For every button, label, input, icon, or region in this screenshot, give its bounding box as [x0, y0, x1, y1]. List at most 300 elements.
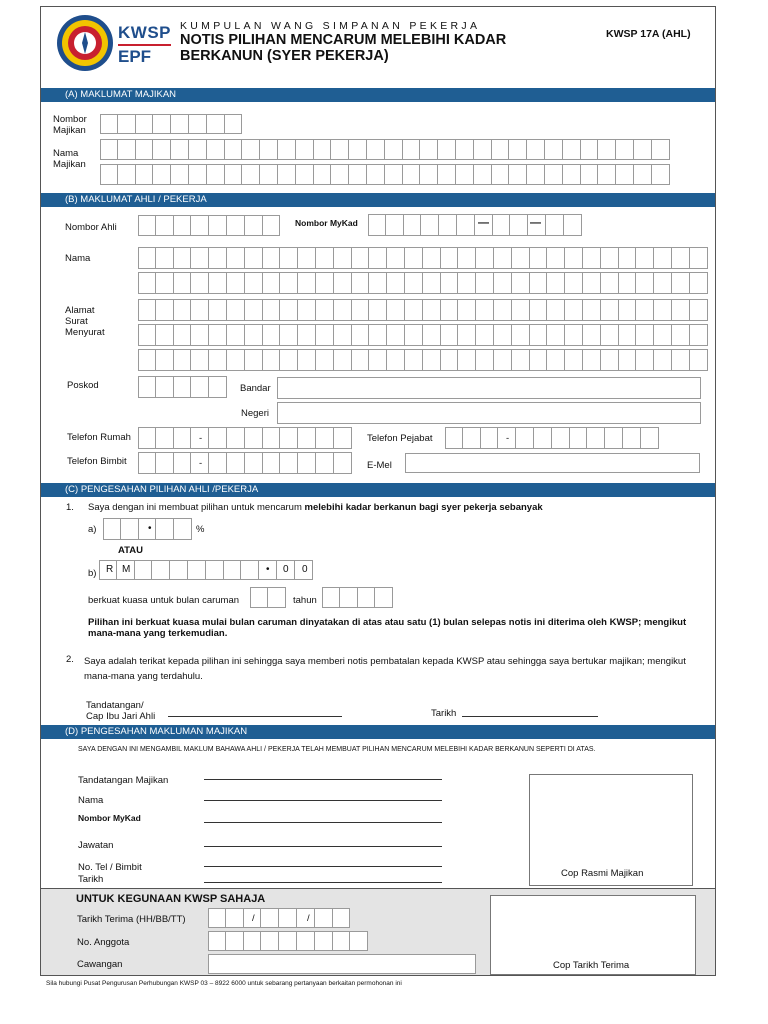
employer-name-line[interactable]	[204, 800, 442, 801]
char-box[interactable]	[280, 272, 298, 294]
char-box[interactable]	[367, 139, 385, 160]
char-box[interactable]	[209, 452, 227, 474]
char-box[interactable]	[208, 908, 226, 928]
char-box[interactable]	[598, 164, 616, 185]
char-box[interactable]	[512, 324, 530, 346]
char-box[interactable]	[457, 214, 475, 236]
char-box[interactable]	[565, 349, 583, 371]
char-box[interactable]	[352, 272, 370, 294]
char-box[interactable]	[350, 931, 368, 951]
char-box[interactable]	[369, 324, 387, 346]
char-box[interactable]	[619, 324, 637, 346]
char-box[interactable]	[153, 114, 171, 134]
char-box[interactable]	[545, 164, 563, 185]
char-box[interactable]	[316, 272, 334, 294]
char-box[interactable]	[100, 114, 118, 134]
char-box[interactable]	[138, 452, 156, 474]
char-box[interactable]	[636, 299, 654, 321]
char-box[interactable]	[206, 560, 224, 580]
char-box[interactable]	[493, 214, 511, 236]
char-box[interactable]	[463, 427, 481, 449]
char-box[interactable]	[564, 214, 582, 236]
char-box[interactable]	[512, 247, 530, 269]
char-box[interactable]	[333, 931, 351, 951]
char-box[interactable]	[441, 247, 459, 269]
char-box[interactable]	[245, 247, 263, 269]
char-box[interactable]	[438, 164, 456, 185]
char-box[interactable]	[225, 139, 243, 160]
char-box[interactable]	[156, 324, 174, 346]
char-box[interactable]	[207, 114, 225, 134]
char-box[interactable]	[601, 324, 619, 346]
char-box[interactable]	[227, 427, 245, 449]
employer-date-line[interactable]	[204, 882, 442, 883]
char-box[interactable]	[171, 139, 189, 160]
char-box[interactable]	[570, 427, 588, 449]
char-box[interactable]	[690, 324, 708, 346]
char-box[interactable]	[188, 560, 206, 580]
char-box[interactable]	[587, 427, 605, 449]
char-box[interactable]	[547, 324, 565, 346]
char-box[interactable]	[672, 272, 690, 294]
char-box[interactable]	[191, 247, 209, 269]
char-box[interactable]	[278, 164, 296, 185]
char-box[interactable]	[225, 114, 243, 134]
char-box[interactable]	[100, 139, 118, 160]
effective-month-input[interactable]	[250, 587, 286, 608]
char-box[interactable]	[100, 164, 118, 185]
char-box[interactable]	[605, 427, 623, 449]
char-box[interactable]	[226, 931, 244, 951]
char-box[interactable]	[458, 324, 476, 346]
char-box[interactable]	[481, 427, 499, 449]
char-box[interactable]	[174, 376, 192, 398]
char-box[interactable]	[439, 214, 457, 236]
char-box[interactable]	[530, 324, 548, 346]
char-box[interactable]	[512, 349, 530, 371]
char-box[interactable]	[171, 114, 189, 134]
char-box[interactable]	[619, 272, 637, 294]
char-box[interactable]	[641, 427, 659, 449]
char-box[interactable]	[494, 299, 512, 321]
char-box[interactable]	[387, 247, 405, 269]
char-box[interactable]	[441, 272, 459, 294]
char-box[interactable]	[316, 299, 334, 321]
char-box[interactable]	[263, 272, 281, 294]
char-box[interactable]	[245, 272, 263, 294]
char-box[interactable]	[636, 324, 654, 346]
char-box[interactable]	[331, 164, 349, 185]
char-box[interactable]	[636, 349, 654, 371]
char-box[interactable]	[263, 349, 281, 371]
char-box[interactable]	[672, 247, 690, 269]
char-box[interactable]	[654, 299, 672, 321]
char-box[interactable]	[375, 587, 393, 608]
char-box[interactable]	[118, 139, 136, 160]
char-box[interactable]	[314, 164, 332, 185]
char-box[interactable]	[494, 247, 512, 269]
char-box[interactable]	[316, 324, 334, 346]
char-box[interactable]	[547, 247, 565, 269]
char-box[interactable]	[458, 299, 476, 321]
char-box[interactable]	[530, 247, 548, 269]
char-box[interactable]	[227, 324, 245, 346]
char-box[interactable]	[260, 139, 278, 160]
char-box[interactable]	[441, 349, 459, 371]
employer-position-line[interactable]	[204, 846, 442, 847]
char-box[interactable]	[458, 272, 476, 294]
char-box[interactable]	[387, 349, 405, 371]
branch-input[interactable]	[208, 954, 476, 974]
char-box[interactable]	[138, 349, 156, 371]
char-box[interactable]	[421, 214, 439, 236]
char-box[interactable]	[385, 139, 403, 160]
char-box[interactable]	[174, 427, 192, 449]
employer-phone-line[interactable]	[204, 866, 442, 867]
char-box[interactable]	[369, 247, 387, 269]
char-box[interactable]	[298, 247, 316, 269]
char-box[interactable]	[672, 324, 690, 346]
char-box[interactable]	[316, 452, 334, 474]
char-box[interactable]	[136, 139, 154, 160]
char-box[interactable]	[530, 349, 548, 371]
char-box[interactable]	[547, 349, 565, 371]
char-box[interactable]	[280, 452, 298, 474]
char-box[interactable]	[316, 427, 334, 449]
char-box[interactable]	[601, 299, 619, 321]
char-box[interactable]	[565, 299, 583, 321]
address-input-row1[interactable]	[138, 299, 708, 321]
char-box[interactable]	[476, 324, 494, 346]
char-box[interactable]	[138, 324, 156, 346]
char-box[interactable]	[530, 299, 548, 321]
char-box[interactable]	[227, 349, 245, 371]
home-phone-input[interactable]	[138, 427, 352, 449]
char-box[interactable]	[263, 299, 281, 321]
member-no-input[interactable]	[138, 215, 280, 236]
char-box[interactable]	[298, 349, 316, 371]
char-box[interactable]	[358, 587, 376, 608]
char-box[interactable]	[136, 114, 154, 134]
char-box[interactable]	[279, 908, 297, 928]
char-box[interactable]	[534, 427, 552, 449]
char-box[interactable]	[298, 324, 316, 346]
char-box[interactable]	[423, 349, 441, 371]
char-box[interactable]	[441, 324, 459, 346]
char-box[interactable]	[242, 164, 260, 185]
char-box[interactable]	[315, 931, 333, 951]
char-box[interactable]	[405, 247, 423, 269]
char-box[interactable]	[405, 272, 423, 294]
received-date-input[interactable]	[208, 908, 350, 928]
char-box[interactable]	[209, 272, 227, 294]
address-input-row3[interactable]	[138, 349, 708, 371]
char-box[interactable]	[138, 247, 156, 269]
char-box[interactable]	[581, 164, 599, 185]
char-box[interactable]	[601, 349, 619, 371]
char-box[interactable]	[174, 349, 192, 371]
char-box[interactable]	[189, 139, 207, 160]
char-box[interactable]	[654, 349, 672, 371]
char-box[interactable]	[138, 272, 156, 294]
char-box[interactable]	[476, 272, 494, 294]
char-box[interactable]	[227, 452, 245, 474]
char-box[interactable]	[598, 139, 616, 160]
char-box[interactable]	[546, 214, 564, 236]
name-input-row1[interactable]	[138, 247, 708, 269]
char-box[interactable]	[334, 324, 352, 346]
member-signature-line[interactable]	[168, 716, 342, 717]
char-box[interactable]	[623, 427, 641, 449]
char-box[interactable]	[387, 272, 405, 294]
char-box[interactable]	[152, 560, 170, 580]
char-box[interactable]	[135, 560, 153, 580]
char-box[interactable]	[423, 299, 441, 321]
char-box[interactable]	[369, 299, 387, 321]
char-box[interactable]	[404, 214, 422, 236]
char-box[interactable]	[298, 272, 316, 294]
char-box[interactable]	[138, 376, 156, 398]
char-box[interactable]	[636, 247, 654, 269]
char-box[interactable]	[224, 560, 242, 580]
char-box[interactable]	[315, 908, 333, 928]
employer-name-input-row2[interactable]	[100, 164, 670, 185]
char-box[interactable]	[156, 272, 174, 294]
char-box[interactable]	[512, 272, 530, 294]
char-box[interactable]	[278, 139, 296, 160]
char-box[interactable]	[423, 247, 441, 269]
char-box[interactable]	[156, 518, 174, 540]
char-box[interactable]	[316, 349, 334, 371]
char-box[interactable]	[474, 164, 492, 185]
char-box[interactable]	[476, 349, 494, 371]
char-box[interactable]	[153, 139, 171, 160]
char-box[interactable]	[245, 324, 263, 346]
char-box[interactable]	[241, 560, 259, 580]
char-box[interactable]	[476, 247, 494, 269]
char-box[interactable]	[250, 587, 268, 608]
char-box[interactable]	[138, 215, 156, 236]
char-box[interactable]	[191, 324, 209, 346]
char-box[interactable]	[174, 299, 192, 321]
char-box[interactable]	[209, 376, 227, 398]
char-box[interactable]	[171, 164, 189, 185]
char-box[interactable]	[227, 299, 245, 321]
char-box[interactable]	[280, 299, 298, 321]
char-box[interactable]	[565, 324, 583, 346]
char-box[interactable]	[654, 324, 672, 346]
char-box[interactable]	[601, 272, 619, 294]
char-box[interactable]	[207, 139, 225, 160]
char-box[interactable]	[458, 247, 476, 269]
char-box[interactable]	[405, 349, 423, 371]
char-box[interactable]	[279, 931, 297, 951]
employer-mykad-line[interactable]	[204, 822, 442, 823]
char-box[interactable]	[563, 139, 581, 160]
char-box[interactable]	[296, 164, 314, 185]
char-box[interactable]	[189, 114, 207, 134]
char-box[interactable]	[438, 139, 456, 160]
char-box[interactable]	[280, 324, 298, 346]
char-box[interactable]	[118, 164, 136, 185]
char-box[interactable]	[583, 299, 601, 321]
char-box[interactable]	[367, 164, 385, 185]
char-box[interactable]	[352, 324, 370, 346]
employer-signature-line[interactable]	[204, 779, 442, 780]
char-box[interactable]	[189, 164, 207, 185]
char-box[interactable]	[136, 164, 154, 185]
char-box[interactable]	[492, 139, 510, 160]
char-box[interactable]	[209, 247, 227, 269]
employer-name-input-row1[interactable]	[100, 139, 670, 160]
char-box[interactable]	[263, 324, 281, 346]
year-input[interactable]	[322, 587, 393, 608]
char-box[interactable]	[174, 452, 192, 474]
char-box[interactable]	[334, 452, 352, 474]
char-box[interactable]	[156, 349, 174, 371]
char-box[interactable]	[441, 299, 459, 321]
char-box[interactable]	[297, 908, 315, 928]
char-box[interactable]	[280, 427, 298, 449]
char-box[interactable]	[619, 299, 637, 321]
char-box[interactable]	[509, 139, 527, 160]
char-box[interactable]	[368, 214, 386, 236]
char-box[interactable]	[654, 247, 672, 269]
char-box[interactable]	[636, 272, 654, 294]
char-box[interactable]	[156, 427, 174, 449]
char-box[interactable]	[260, 164, 278, 185]
char-box[interactable]	[263, 247, 281, 269]
char-box[interactable]	[445, 427, 463, 449]
char-box[interactable]	[322, 587, 340, 608]
char-box[interactable]	[547, 272, 565, 294]
char-box[interactable]	[226, 908, 244, 928]
char-box[interactable]	[331, 139, 349, 160]
char-box[interactable]	[333, 908, 351, 928]
char-box[interactable]	[476, 299, 494, 321]
char-box[interactable]	[118, 114, 136, 134]
char-box[interactable]	[423, 272, 441, 294]
amount-input[interactable]	[99, 560, 313, 580]
char-box[interactable]	[209, 324, 227, 346]
char-box[interactable]	[458, 349, 476, 371]
char-box[interactable]	[634, 139, 652, 160]
char-box[interactable]	[244, 931, 262, 951]
char-box[interactable]	[261, 931, 279, 951]
char-box[interactable]	[174, 272, 192, 294]
char-box[interactable]	[616, 139, 634, 160]
char-box[interactable]	[527, 164, 545, 185]
char-box[interactable]	[616, 164, 634, 185]
char-box[interactable]	[565, 247, 583, 269]
email-input[interactable]	[405, 453, 700, 473]
char-box[interactable]	[245, 452, 263, 474]
office-phone-input[interactable]	[445, 427, 659, 449]
char-box[interactable]	[227, 215, 245, 236]
char-box[interactable]	[298, 427, 316, 449]
char-box[interactable]	[672, 349, 690, 371]
char-box[interactable]	[156, 452, 174, 474]
mobile-input[interactable]	[138, 452, 352, 474]
char-box[interactable]	[387, 324, 405, 346]
char-box[interactable]	[209, 215, 227, 236]
char-box[interactable]	[314, 139, 332, 160]
char-box[interactable]	[208, 931, 226, 951]
char-box[interactable]	[583, 272, 601, 294]
char-box[interactable]	[121, 518, 139, 540]
char-box[interactable]	[334, 427, 352, 449]
char-box[interactable]	[583, 247, 601, 269]
char-box[interactable]	[403, 139, 421, 160]
char-box[interactable]	[420, 164, 438, 185]
char-box[interactable]	[263, 427, 281, 449]
char-box[interactable]	[690, 299, 708, 321]
char-box[interactable]	[690, 272, 708, 294]
char-box[interactable]	[494, 272, 512, 294]
char-box[interactable]	[242, 139, 260, 160]
char-box[interactable]	[156, 376, 174, 398]
char-box[interactable]	[494, 324, 512, 346]
char-box[interactable]	[369, 272, 387, 294]
char-box[interactable]	[297, 931, 315, 951]
char-box[interactable]	[563, 164, 581, 185]
char-box[interactable]	[245, 215, 263, 236]
char-box[interactable]	[227, 247, 245, 269]
char-box[interactable]	[652, 139, 670, 160]
employer-no-input[interactable]	[100, 114, 242, 134]
char-box[interactable]	[619, 349, 637, 371]
char-box[interactable]	[156, 215, 174, 236]
char-box[interactable]	[263, 215, 281, 236]
char-box[interactable]	[369, 349, 387, 371]
char-box[interactable]	[227, 272, 245, 294]
char-box[interactable]	[619, 247, 637, 269]
char-box[interactable]	[298, 452, 316, 474]
char-box[interactable]	[268, 587, 286, 608]
char-box[interactable]	[334, 247, 352, 269]
char-box[interactable]	[565, 272, 583, 294]
city-input[interactable]	[277, 377, 701, 399]
char-box[interactable]	[420, 139, 438, 160]
char-box[interactable]	[530, 272, 548, 294]
char-box[interactable]	[334, 272, 352, 294]
char-box[interactable]	[405, 299, 423, 321]
char-box[interactable]	[405, 324, 423, 346]
char-box[interactable]	[583, 324, 601, 346]
char-box[interactable]	[174, 247, 192, 269]
char-box[interactable]	[245, 299, 263, 321]
member-date-line[interactable]	[462, 716, 598, 717]
mykad-input[interactable]	[368, 214, 582, 236]
name-input-row2[interactable]	[138, 272, 708, 294]
char-box[interactable]	[280, 349, 298, 371]
char-box[interactable]	[170, 560, 188, 580]
char-box[interactable]	[601, 247, 619, 269]
char-box[interactable]	[191, 376, 209, 398]
char-box[interactable]	[174, 215, 192, 236]
char-box[interactable]	[316, 247, 334, 269]
char-box[interactable]	[191, 272, 209, 294]
char-box[interactable]	[340, 587, 358, 608]
char-box[interactable]	[174, 324, 192, 346]
char-box[interactable]	[209, 427, 227, 449]
char-box[interactable]	[138, 299, 156, 321]
address-input-row2[interactable]	[138, 324, 708, 346]
char-box[interactable]	[456, 164, 474, 185]
char-box[interactable]	[403, 164, 421, 185]
char-box[interactable]	[510, 214, 528, 236]
state-input[interactable]	[277, 402, 701, 424]
